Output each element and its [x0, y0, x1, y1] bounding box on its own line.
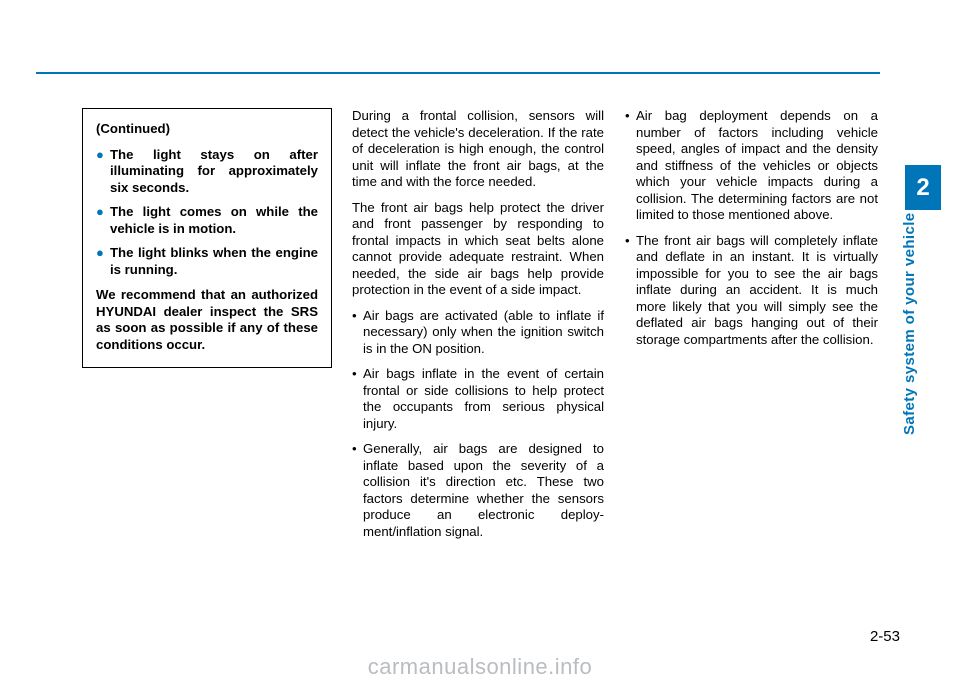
note-bullet [96, 204, 318, 237]
list-item [625, 233, 878, 349]
continued-note-box [82, 108, 332, 368]
chapter-label: Safety system of your vehicle [901, 212, 918, 435]
bullet-dot-icon: ● [96, 204, 104, 219]
page-number: 2-53 [869, 628, 900, 645]
header-rule [36, 72, 880, 74]
column-three [625, 108, 878, 348]
body-paragraph: The front air bags help protect the driver and front passenger by responding to frontal impacts in which seat belts alone cannot provide adequate restraint. When needed, the side air bags help provide protection in the event of a side impact. [352, 199, 604, 297]
chapter-tab [905, 165, 941, 210]
bullet-dot-icon: ● [96, 245, 104, 260]
bullet-dot-icon: ● [96, 146, 104, 162]
list-item-text: Air bag deployment depends on a number of factors including vehicle speed, angles of impact and the density and stiffness of the vehicles or objects which your vehicle impacts during a collision. The determining factors are not limited to those mentioned above. [636, 108, 878, 222]
list-item [352, 366, 604, 432]
list-item [352, 441, 604, 540]
note-bullet-text: The light comes on while the vehicle is in motion. [110, 204, 318, 236]
bullet-dot-icon: • [352, 366, 357, 381]
list-item-text: Air bags inflate in the event of certain frontal or side collisions to help protect the occupants from serious physical injury. [363, 366, 604, 431]
watermark: carmanualsonline.info [367, 654, 593, 679]
list-item-text: Air bags are activated (able to inflate if necessary) only when the ignition switch is in the ON position. [363, 307, 604, 356]
list-item-text: The front air bags will completely inflate and deflate in an instant. It is virtually impossible for you to see the air bags inflate during an accident. It is much more likely that you will simply see the deflated air bags hanging out of their storage compartments after the collision. [636, 232, 878, 347]
bullet-dot-icon: • [352, 441, 357, 456]
column-two [352, 108, 604, 540]
note-bullet [96, 147, 318, 197]
note-box-title: (Continued) [96, 121, 170, 136]
note-box-closing: We recommend that an authorized HYUNDAI dealer inspect the SRS as soon as possible if any of these conditions occur. [96, 287, 318, 352]
bullet-dot-icon: • [625, 232, 630, 248]
note-bullet [96, 245, 318, 278]
list-item [625, 108, 878, 224]
list-item [352, 308, 604, 358]
note-bullet-text: The light blinks when the engine is running. [110, 245, 318, 277]
bullet-dot-icon: • [352, 307, 357, 323]
list-item-text: Generally, air bags are designed to inflate based upon the severity of a collision it's direction etc. These two factors determine whether the sensors produce an electronic deploy-ment/inflation signal. [363, 441, 604, 539]
chapter-number: 2 [916, 174, 930, 201]
column-one [82, 108, 332, 368]
note-bullet-text: The light stays on after illuminating for approximately six seconds. [110, 146, 318, 195]
body-paragraph: During a frontal collision, sensors will detect the vehicle's deceleration. If the rate of deceleration is high enough, the control unit will inflate the front air bags, at the time and with the force needed. [352, 108, 604, 189]
bullet-dot-icon: • [625, 108, 630, 123]
